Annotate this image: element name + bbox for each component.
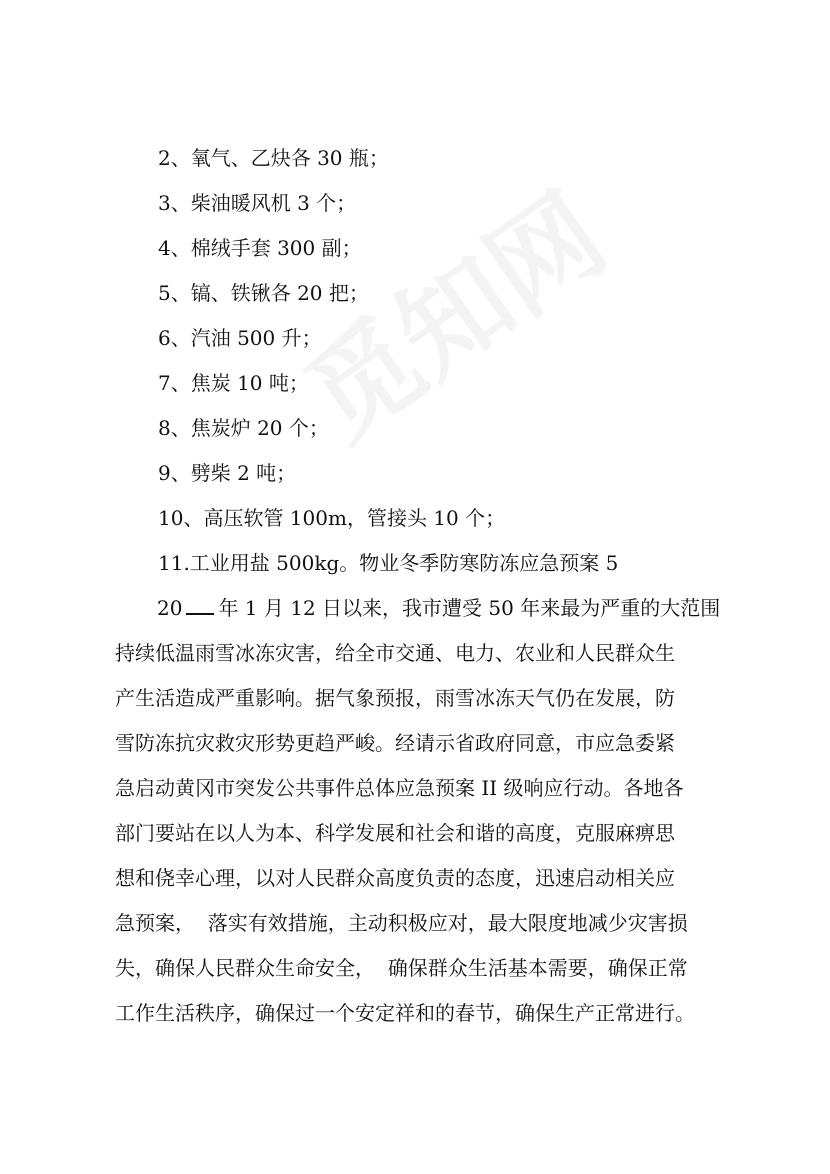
list-item: 8、焦炭炉 20 个；: [158, 416, 329, 440]
paragraph-line: 部门要站在以人为本、科学发展和社会和谐的高度，克服麻痹思: [115, 821, 675, 845]
paragraph-line: 想和侥幸心理，以对人民群众高度负责的态度，迅速启动相关应: [115, 866, 675, 890]
list-item: 5、镐、铁锹各 20 把；: [158, 281, 369, 305]
paragraph-line: 雪防冻抗灾救灾形势更趋严峻。经请示省政府同意，市应急委紧: [115, 731, 675, 755]
paragraph-line: 失，确保人民群众生命安全， 确保群众生活基本需要，确保正常: [115, 956, 688, 980]
list-item: 6、汽油 500 升；: [158, 326, 322, 350]
list-item: 4、棉绒手套 300 副；: [158, 236, 362, 260]
list-item: 7、焦炭 10 吨；: [158, 371, 309, 395]
list-item: 10、高压软管 100m，管接头 10 个；: [158, 506, 506, 530]
year-prefix: 20: [157, 596, 183, 620]
supplies-list: [158, 146, 758, 596]
line-text: 年 1 月 12 日以来，我市遭受 50 年来最为严重的大范围: [218, 596, 721, 620]
body-paragraph: [115, 586, 743, 1036]
list-item: 11.工业用盐 500kg。物业冬季防寒防冻应急预案 5: [158, 551, 619, 575]
paragraph-line: 急预案， 落实有效措施，主动积极应对，最大限度地减少灾害损: [115, 911, 688, 935]
list-item: 9、劈柴 2 吨；: [158, 461, 297, 485]
paragraph-line: 持续低温雨雪冰冻灾害，给全市交通、电力、农业和人民群众生: [115, 641, 675, 665]
paragraph-line: 工作生活秩序，确保过一个安定祥和的春节，确保生产正常进行。: [115, 1001, 695, 1025]
paragraph-line: [115, 586, 743, 631]
paragraph-line: 急启动黄冈市突发公共事件总体应急预案 II 级响应行动。各地各: [115, 776, 684, 800]
paragraph-line: 产生活造成严重影响。据气象预报，雨雪冰冻天气仍在发展，防: [115, 686, 675, 710]
list-item: 2、氧气、乙炔各 30 瓶；: [158, 146, 389, 170]
year-blank: [186, 593, 214, 615]
list-item: 3、柴油暖风机 3 个；: [158, 191, 357, 215]
